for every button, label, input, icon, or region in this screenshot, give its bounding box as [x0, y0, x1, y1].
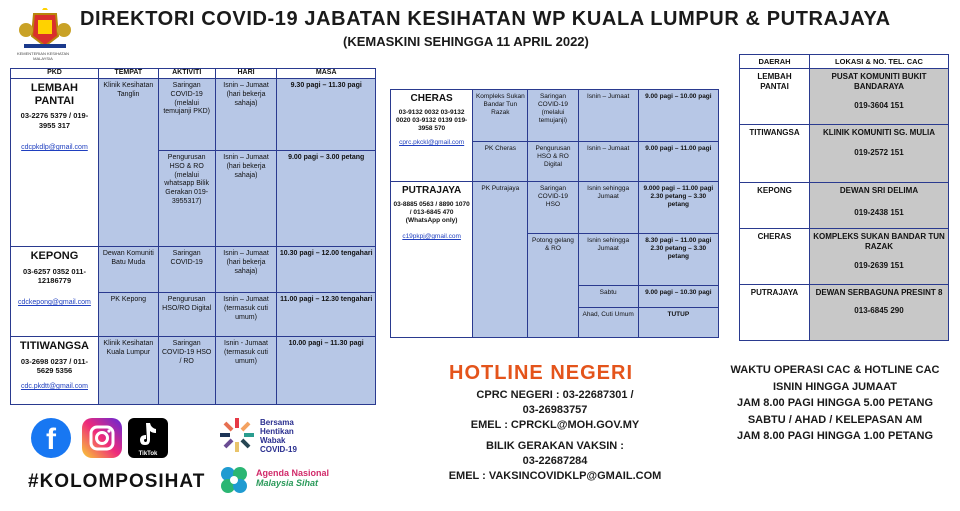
lokasi-phone: 019-2438 151 [854, 208, 904, 218]
pkd-lembah-pantai [11, 79, 99, 247]
lokasi-name: KOMPLEKS SUKAN BANDAR TUN RAZAK [813, 232, 945, 252]
pkd-table-left [10, 68, 376, 405]
pkd-putrajaya [391, 182, 473, 338]
agenda-text [256, 468, 329, 488]
tempat-cell: PK Cheras [473, 142, 528, 182]
pkd-titiwangsa [11, 337, 99, 405]
daerah-cell: LEMBAH PANTAI [740, 69, 810, 125]
pkd-name: PUTRAJAYA [401, 185, 462, 196]
bersama-line: COVID-19 [260, 445, 297, 454]
page-title: DIREKTORI COVID-19 JABATAN KESIHATAN WP KUALA LUMPUR & PUTRAJAYA [80, 8, 891, 30]
daerah-cell: TITIWANGSA [740, 125, 810, 183]
tempat-cell: Klinik Kesihatan Tanglin [98, 79, 158, 247]
ops-line: JAM 8.00 PAGI HINGGA 5.00 PETANG [736, 397, 933, 409]
tempat-cell: Klinik Kesihatan Kuala Lumpur [98, 337, 158, 405]
lokasi-name: DEWAN SERBAGUNA PRESINT 8 [815, 288, 943, 297]
agenda-line: Agenda Nasional [256, 468, 330, 478]
operating-hours [710, 362, 960, 445]
pkd-name: TITIWANGSA [19, 340, 89, 352]
aktiviti-cell: Pengurusan HSO & RO (melalui whatsapp Bilik Gerakan 019-3955317) [158, 151, 215, 247]
hari-cell: Isnin – Jumaat [578, 142, 638, 182]
aktiviti-cell: Saringan COVID-19 (melalui temujanji PKD) [158, 79, 215, 151]
tempat-cell: Dewan Komuniti Batu Muda [98, 247, 158, 293]
col-header-lokasi: LOKASI & NO. TEL. CAC [810, 55, 949, 69]
hotline-email[interactable]: EMEL : CPRCKL@MOH.GOV.MY [470, 419, 640, 431]
facebook-icon[interactable]: f [31, 418, 71, 458]
masa-cell: 9.000 pagi – 11.00 pagi 2.30 petang – 3.30 petang [638, 182, 718, 234]
tempat-cell: PK Putrajaya [473, 182, 528, 338]
hari-cell: Isnin sehingga Jumaat [578, 182, 638, 234]
masa-cell: 9.30 pagi – 11.30 pagi [277, 79, 376, 151]
hari-cell: Isnin – Jumaat (termasuk cuti umum) [215, 293, 277, 337]
col-header-hari: HARI [215, 69, 277, 79]
pkd-cheras [391, 90, 473, 182]
col-header-pkd: PKD [11, 69, 99, 79]
hashtag: #KOLOMPOSIHAT [28, 471, 206, 492]
aktiviti-cell: Saringan COVID-19 [158, 247, 215, 293]
lokasi-cell [810, 69, 949, 125]
hotline-line: 03-26983757 [522, 404, 588, 416]
aktiviti-cell: Potong gelang & RO [528, 234, 578, 338]
lokasi-phone: 019-2572 151 [854, 148, 904, 158]
hari-cell: Isnin - Jumaat (termasuk cuti umum) [215, 337, 277, 405]
tiktok-icon[interactable] [128, 418, 168, 458]
pkd-email-link[interactable]: cdcpkdlp@gmail.com [21, 144, 88, 152]
hotline-line: BILIK GERAKAN VAKSIN : [486, 440, 624, 452]
ops-line: JAM 8.00 PAGI HINGGA 1.00 PETANG [736, 430, 933, 442]
pkd-phone: 03-2276 5379 / 019-3955 317 [20, 111, 89, 130]
pkd-table-middle [390, 89, 719, 338]
col-header-tempat: TEMPAT [98, 69, 158, 79]
masa-cell: TUTUP [638, 308, 718, 338]
lokasi-name: PUSAT KOMUNITI BUKIT BANDARAYA [831, 72, 927, 92]
col-header-masa: MASA [277, 69, 376, 79]
bersama-line: Hentikan [260, 427, 294, 436]
masa-cell: 8.30 pagi – 11.00 pagi 2.30 petang – 3.30 petang [638, 234, 718, 286]
hari-cell: Sabtu [578, 286, 638, 308]
bersama-line: Bersama [260, 418, 294, 427]
tiktok-label: TikTok [138, 451, 158, 457]
lokasi-phone: 019-3604 151 [854, 100, 904, 110]
pkd-email-link[interactable]: cdckepong@gmail.com [18, 299, 91, 307]
pkd-email-link[interactable]: cprc.pkckl@gmail.com [399, 138, 465, 146]
aktiviti-cell: Pengurusan HSO/RO Digital [158, 293, 215, 337]
pkd-name: CHERAS [410, 93, 453, 104]
pkd-email-link[interactable]: c19pkpj@gmail.com [402, 232, 461, 240]
lokasi-name: DEWAN SRI DELIMA [839, 186, 919, 195]
hotline-line: 03-22687284 [522, 455, 588, 467]
lokasi-name: KLINIK KOMUNITI SG. MULIA [823, 128, 935, 137]
col-header-daerah: DAERAH [740, 55, 810, 69]
tempat-cell: PK Kepong [98, 293, 158, 337]
hari-cell: Ahad, Cuti Umum [578, 308, 638, 338]
pkd-name: LEMBAH PANTAI [30, 82, 78, 107]
cac-table [739, 54, 949, 341]
malaysia-crest-logo [14, 8, 76, 52]
pkd-name: KEPONG [30, 250, 79, 262]
page-subtitle: (KEMASKINI SEHINGGA 11 APRIL 2022) [343, 34, 589, 49]
instagram-icon[interactable] [82, 418, 122, 458]
ops-line: WAKTU OPERASI CAC & HOTLINE CAC [730, 364, 940, 376]
masa-cell: 9.00 pagi – 10.00 pagi [638, 90, 718, 142]
masa-cell: 10.00 pagi – 11.30 pagi [277, 337, 376, 405]
masa-cell: 9.00 pagi – 3.00 petang [277, 151, 376, 247]
aktiviti-cell: Saringan COVID-19 HSO / RO [158, 337, 215, 405]
masa-cell: 9.00 pagi – 10.30 pagi [638, 286, 718, 308]
hotline-line: CPRC NEGERI : 03-22687301 / [476, 389, 634, 401]
agenda-nasional-logo [214, 458, 354, 502]
daerah-cell: CHERAS [740, 229, 810, 285]
pkd-phone: 03-8885 0563 / 8890 1070 / 013-6845 470 (WhatsApp only) [393, 200, 470, 224]
bersama-hentikan-wabak-logo [218, 416, 338, 456]
masa-cell: 10.30 pagi – 12.00 tengahari [277, 247, 376, 293]
aktiviti-cell: Pengurusan HSO & RO Digital [528, 142, 578, 182]
pkd-kepong [11, 247, 99, 337]
ops-line: SABTU / AHAD / KELEPASAN AM [747, 413, 923, 426]
lokasi-cell [810, 125, 949, 183]
masa-cell: 11.00 pagi – 12.30 tengahari [277, 293, 376, 337]
pkd-phone: 03-2698 0237 / 011-5629 5356 [20, 356, 89, 376]
hari-cell: Isnin – Jumaat [578, 90, 638, 142]
hari-cell: Isnin – Jumaat (hari bekerja sahaja) [215, 79, 277, 151]
masa-cell: 9.00 pagi – 11.00 pagi [638, 142, 718, 182]
aktiviti-cell: Saringan COVID-19 (melalui temujanji) [528, 90, 578, 142]
aktiviti-cell: Saringan COVID-19 HSO [528, 182, 578, 234]
pkd-phone: 03-9132 0032 03-9132 0020 03-9132 0139 019-3958 570 [396, 108, 468, 132]
lokasi-phone: 019-2639 151 [854, 260, 904, 270]
ops-line: ISNIN HINGGA JUMAAT [772, 380, 898, 393]
bersama-line: Wabak [260, 436, 286, 445]
lokasi-cell [810, 285, 949, 341]
daerah-cell: PUTRAJAYA [740, 285, 810, 341]
hotline-email[interactable]: EMEL : VAKSINCOVIDKLP@GMAIL.COM [448, 470, 662, 482]
hotline-title: HOTLINE NEGERI [449, 362, 634, 384]
col-header-aktiviti: AKTIVITI [158, 69, 215, 79]
pkd-email-link[interactable]: cdc.pkdtt@gmail.com [20, 383, 88, 391]
hotline-details [430, 388, 680, 484]
crest-caption: KEMENTERIAN KESIHATAN MALAYSIA [16, 51, 70, 61]
lokasi-cell [810, 229, 949, 285]
hari-cell: Isnin – Jumaat (hari bekerja sahaja) [215, 247, 277, 293]
daerah-cell: KEPONG [740, 183, 810, 229]
pkd-phone: 03-6257 0352 011-12186779 [22, 266, 86, 286]
lokasi-phone: 013-6845 290 [854, 306, 904, 316]
bersama-text [260, 418, 297, 454]
tempat-cell: Kompleks Sukan Bandar Tun Razak [473, 90, 528, 142]
agenda-line: Malaysia Sihat [256, 478, 319, 488]
hari-cell: Isnin – Jumaat (hari bekerja sahaja) [215, 151, 277, 247]
hari-cell: Isnin sehingga Jumaat [578, 234, 638, 286]
lokasi-cell [810, 183, 949, 229]
